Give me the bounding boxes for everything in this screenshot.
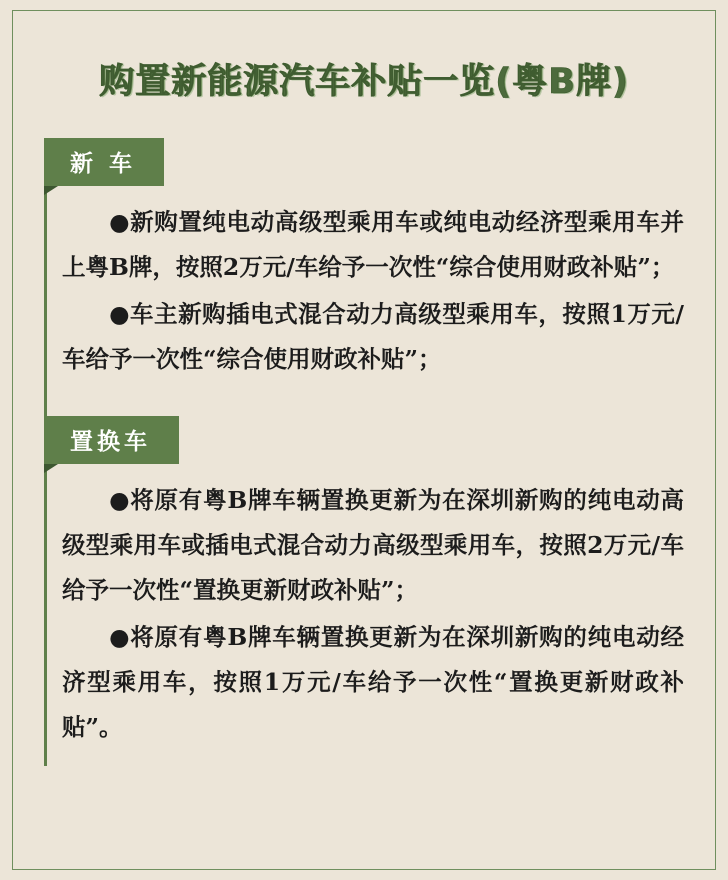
section-ribbon-wrap [44, 416, 179, 464]
paragraph: ●新购置纯电动高级型乘用车或纯电动经济型乘用车并上粤B牌，按照2万元/车给予一次性“综合使用财政补贴”； [62, 208, 684, 281]
paragraph: ●车主新购插电式混合动力高级型乘用车，按照1万元/车给予一次性“综合使用财政补贴”； [62, 300, 684, 373]
section-body-replacement-vehicle [44, 478, 684, 750]
section-label-replacement-vehicle: 置换车 [44, 416, 179, 464]
ribbon-fold-icon [44, 464, 58, 473]
section-label-new-vehicle: 新 车 [44, 138, 164, 186]
page-title: 购置新能源汽车补贴一览(粤B牌) [99, 62, 629, 102]
section-body-new-vehicle [44, 200, 684, 382]
paragraph: ●将原有粤B牌车辆置换更新为在深圳新购的纯电动高级型乘用车或插电式混合动力高级型乘用车，按照2万元/车给予一次性“置换更新财政补贴”； [62, 486, 684, 604]
section-replacement-vehicle [44, 416, 684, 750]
section-new-vehicle [44, 138, 684, 382]
paragraph: ●将原有粤B牌车辆置换更新为在深圳新购的纯电动经济型乘用车，按照1万元/车给予一次性“置换更新财政补贴”。 [62, 623, 684, 741]
ribbon-fold-icon [44, 186, 58, 195]
section-ribbon-wrap [44, 138, 164, 186]
